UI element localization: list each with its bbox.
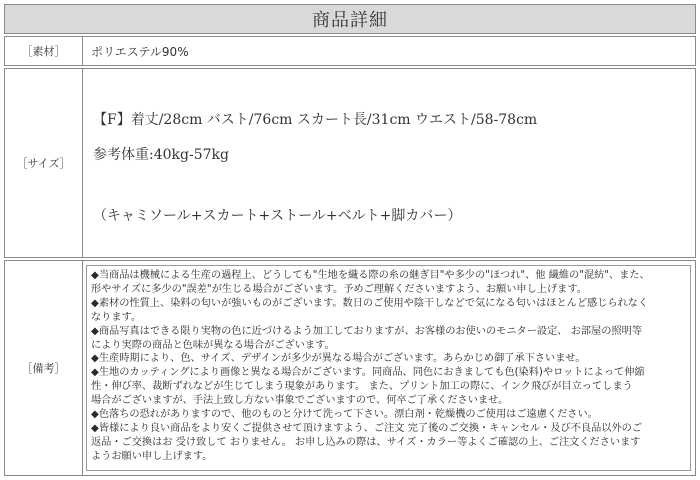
note-line: 場合がございますが、手法上致し方ない事象でございますので、何卒ご了承くださいませ。: [91, 395, 509, 407]
material-label: ［素材］: [5, 37, 83, 65]
note-line: 返品・ご交換はお 受け致して おりません。 お申し込みの際は、サイズ・カラー等よくご確認の上、ご注文くださいます: [91, 436, 641, 448]
notes-row: [4, 260, 696, 476]
note-line: ◆商品写真はできる限り実物の色に近づけるよう加工しておりますが、お客様のお使いのモニター設定、 お部屋の照明等: [91, 325, 643, 337]
note-line: なります。: [91, 311, 142, 323]
note-line: ◆素材の性質上、染料の匂いが強いものがございます。数日のご使用や陰干しなどで気になる匂いはほとんど感じられなく: [91, 297, 649, 309]
note-line: ◆生地のカッティングにより画像と異なる場合がございます。同商品、同色におきましても色(染料)やロットによって伸縮: [91, 367, 645, 379]
note-line: 性・伸び率、裁断ずれなどが生じてしまう現象があります。 また、プリント加工の際に、インク飛びが目立ってしまう: [91, 381, 633, 393]
note-line: により実際の商品と色味が異なる場合がございます。: [91, 339, 335, 351]
size-row: [4, 68, 696, 258]
note-line: ◆色落ちの恐れがありますので、他のものと分けて洗って下さい。漂白剤・乾燥機のご使用はご遠慮ください。: [91, 409, 598, 421]
note-line: ようお願い申し上げます。: [91, 450, 213, 462]
note-line: ◆皆様により良い商品をより安くご提供させて頂けますよう、ご注文 完了後のご交換・キャンセル・及び不良品以外のご: [91, 422, 643, 434]
size-label: ［サイズ］: [5, 69, 83, 257]
section-title: 商品詳細: [4, 4, 696, 34]
size-measurements: 【F】着丈/28cm バスト/76cm スカート長/31cm ウエスト/58-78cm: [93, 112, 538, 128]
set-contents: （キャミソール+スカート+ストール+ベルト+脚カバー）: [93, 208, 462, 224]
material-value: ポリエステル90%: [91, 45, 189, 59]
material-content: [83, 37, 695, 65]
note-line: ◆当商品は機械による生産の過程上、どうしても"生地を織る際の糸の継ぎ目"や多少の"ほつれ"、他 繊維の"混紡"、また、: [91, 270, 650, 281]
notes-label: ［備考］: [5, 261, 83, 475]
reference-weight: 参考体重:40kg-57kg: [93, 147, 229, 163]
note-line: ◆生産時期により、色、サイズ、デザインが多少が異なる場合がございます。あらかじめ御了承下さいませ。: [91, 353, 586, 365]
notes-content: [83, 261, 695, 475]
notes-box: [86, 265, 691, 471]
size-content: [83, 69, 695, 257]
material-row: [4, 36, 696, 66]
note-line: 形やサイズに多少の"誤差"が生じる場合がございます。予めご理解くださいますよう、お願い申し上げます。: [91, 283, 587, 295]
